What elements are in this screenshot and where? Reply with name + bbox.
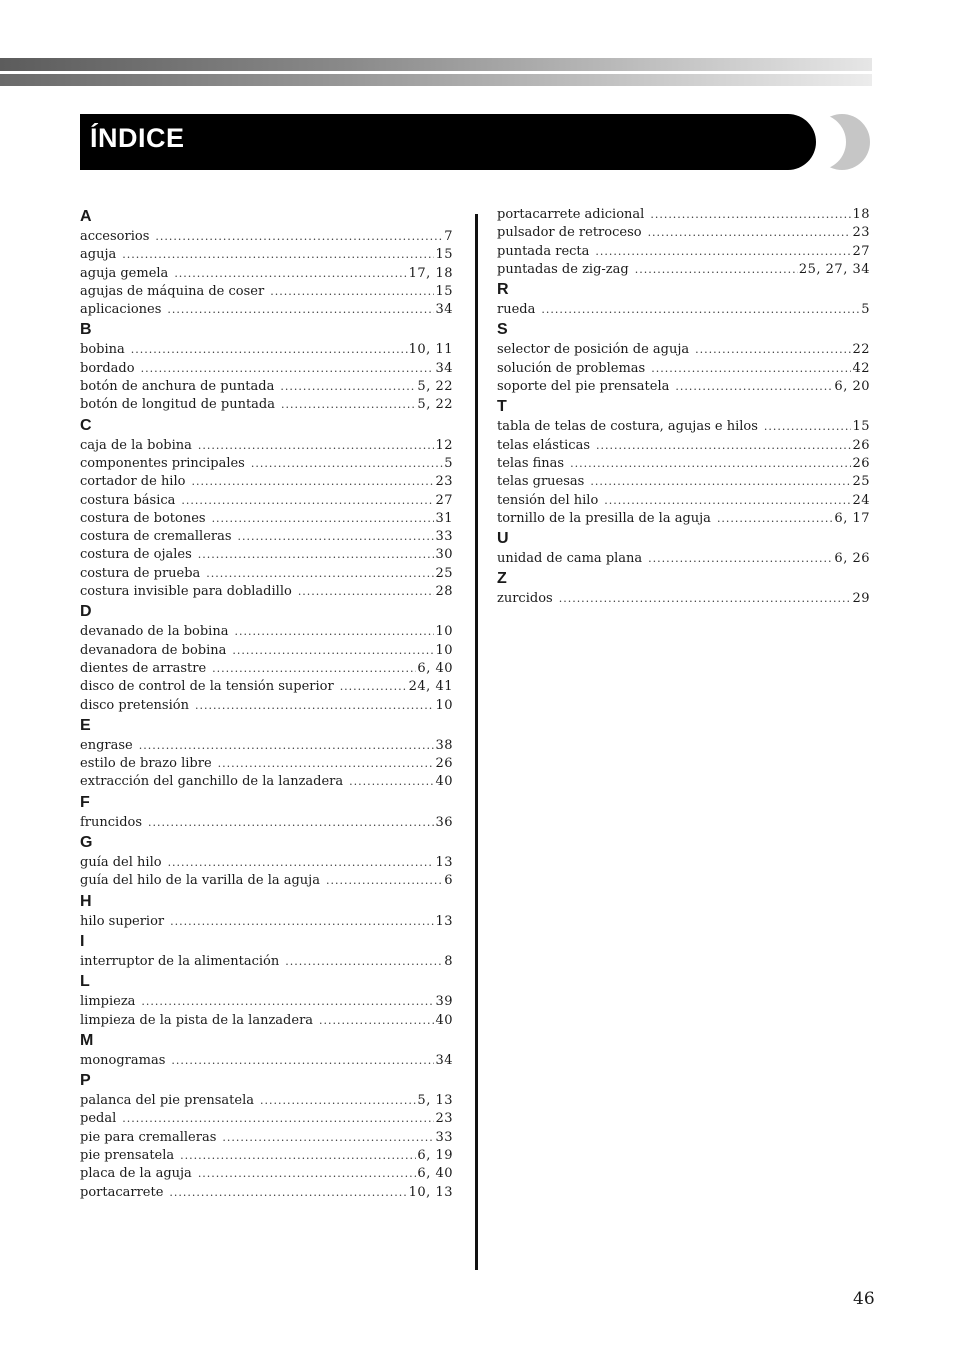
index-entry xyxy=(80,510,453,528)
index-section xyxy=(80,415,453,602)
dot-leader xyxy=(169,1184,407,1202)
entry-term: devanadora de bobina xyxy=(80,642,227,658)
entry-term: monogramas xyxy=(80,1052,166,1068)
index-entry xyxy=(497,590,870,608)
dot-leader xyxy=(251,455,443,473)
dot-leader xyxy=(148,814,434,832)
dot-leader xyxy=(198,437,435,455)
index-entry xyxy=(80,565,453,583)
dot-leader xyxy=(155,228,443,246)
entry-pages: 5, 22 xyxy=(417,379,453,395)
dot-leader xyxy=(191,473,434,491)
dot-leader xyxy=(234,623,434,641)
dot-leader xyxy=(206,565,434,583)
entry-term: costura de botones xyxy=(80,510,206,526)
entry-pages: 10 xyxy=(435,697,453,713)
index-entry xyxy=(80,437,453,455)
entry-pages: 34 xyxy=(435,1052,453,1068)
dot-leader xyxy=(280,378,416,396)
entry-term: costura de cremalleras xyxy=(80,529,232,545)
entry-term: bobina xyxy=(80,342,125,358)
entry-term: guía del hilo xyxy=(80,855,162,871)
entry-term: disco pretensión xyxy=(80,697,189,713)
index-entry xyxy=(80,265,453,283)
index-entry xyxy=(497,492,870,510)
index-entry xyxy=(497,360,870,378)
index-section xyxy=(497,396,870,528)
entry-term: tabla de telas de costura, agujas e hilos xyxy=(497,419,758,435)
entry-pages: 6, 20 xyxy=(834,379,870,395)
entry-term: puntadas de zig-zag xyxy=(497,261,629,277)
entry-term: estilo de brazo libre xyxy=(80,756,212,772)
entry-term: tensión del hilo xyxy=(497,492,599,508)
section-letter: F xyxy=(80,793,90,811)
entry-pages: 6 xyxy=(444,873,453,889)
index-entry xyxy=(80,228,453,246)
section-letter: H xyxy=(80,892,92,910)
index-entry xyxy=(80,341,453,359)
dot-leader xyxy=(232,642,434,660)
index-section xyxy=(80,601,453,714)
index-section xyxy=(497,206,870,279)
dot-leader xyxy=(648,550,833,568)
section-letter: A xyxy=(80,208,92,225)
dot-leader xyxy=(167,301,434,319)
entry-term: fruncidos xyxy=(80,814,143,830)
entry-pages: 42 xyxy=(852,360,870,376)
entry-pages: 5, 22 xyxy=(417,397,453,413)
index-section xyxy=(80,1030,453,1070)
dot-leader xyxy=(648,224,852,242)
entry-pages: 24, 41 xyxy=(408,679,453,695)
index-entry xyxy=(80,1092,453,1110)
dot-leader xyxy=(260,1092,416,1110)
dot-leader xyxy=(141,993,434,1011)
column-divider xyxy=(475,214,478,1270)
entry-pages: 25 xyxy=(852,474,870,490)
section-letter: L xyxy=(80,973,90,991)
index-section xyxy=(80,206,453,319)
entry-term: guía del hilo de la varilla de la aguja xyxy=(80,873,320,889)
entry-term: pie prensatela xyxy=(80,1147,175,1163)
entry-term: extracción del ganchillo de la lanzadera xyxy=(80,774,344,790)
entry-pages: 15 xyxy=(435,247,453,263)
index-section xyxy=(80,931,453,971)
index-entry xyxy=(80,546,453,564)
section-letter: C xyxy=(80,416,92,434)
entry-pages: 6, 19 xyxy=(417,1147,453,1163)
index-section xyxy=(497,319,870,396)
entry-term: puntada recta xyxy=(497,243,590,259)
dot-leader xyxy=(319,1012,434,1030)
section-letter: E xyxy=(80,716,91,734)
entry-pages: 26 xyxy=(435,756,453,772)
section-letter: M xyxy=(80,1031,94,1049)
dot-leader xyxy=(717,510,833,528)
index-column-right xyxy=(497,206,870,609)
entry-pages: 13 xyxy=(435,913,453,929)
entry-pages: 26 xyxy=(852,437,870,453)
index-entry xyxy=(80,773,453,791)
entry-pages: 23 xyxy=(435,1111,453,1127)
index-entry xyxy=(80,814,453,832)
dot-leader xyxy=(340,678,408,696)
entry-pages: 25, 27, 34 xyxy=(798,261,870,277)
entry-pages: 17, 18 xyxy=(408,265,453,281)
dot-leader xyxy=(651,360,851,378)
index-section xyxy=(80,1070,453,1202)
dot-leader xyxy=(171,1052,434,1070)
dot-leader xyxy=(198,546,435,564)
section-letter: I xyxy=(80,932,85,950)
dot-leader xyxy=(131,341,408,359)
index-entry xyxy=(497,437,870,455)
index-entry xyxy=(80,993,453,1011)
index-entry xyxy=(80,455,453,473)
index-entry xyxy=(80,872,453,890)
header-gradient-band-bottom xyxy=(0,74,872,86)
entry-pages: 10, 11 xyxy=(408,342,453,358)
entry-term: telas finas xyxy=(497,455,565,471)
index-entry xyxy=(80,1184,453,1202)
index-section xyxy=(497,568,870,608)
entry-pages: 7 xyxy=(444,229,453,244)
entry-term: aplicaciones xyxy=(80,302,162,318)
dot-leader xyxy=(139,737,435,755)
entry-pages: 10 xyxy=(435,642,453,658)
index-section xyxy=(80,832,453,891)
index-entry xyxy=(80,283,453,301)
page-title: ÍNDICE xyxy=(90,123,185,153)
index-entry xyxy=(80,737,453,755)
dot-leader xyxy=(695,341,851,359)
index-entry xyxy=(80,1052,453,1070)
entry-term: placa de la aguja xyxy=(80,1166,192,1182)
entry-term: pulsador de retroceso xyxy=(497,225,642,241)
section-letter: T xyxy=(497,398,507,416)
dot-leader xyxy=(141,360,435,378)
entry-term: selector de posición de aguja xyxy=(497,342,690,358)
index-entry xyxy=(497,224,870,242)
entry-term: botón de longitud de puntada xyxy=(80,397,275,413)
dot-leader xyxy=(559,590,852,608)
entry-pages: 28 xyxy=(435,584,453,600)
index-entry xyxy=(497,378,870,396)
dot-leader xyxy=(198,1165,417,1183)
entry-pages: 22 xyxy=(852,342,870,358)
dot-leader xyxy=(180,1147,416,1165)
entry-term: costura básica xyxy=(80,492,176,508)
index-entry xyxy=(80,583,453,601)
entry-term: bordado xyxy=(80,360,135,376)
dot-leader xyxy=(635,261,798,279)
dot-leader xyxy=(122,246,434,264)
index-entry xyxy=(497,473,870,491)
dot-leader xyxy=(170,913,434,931)
entry-pages: 23 xyxy=(435,474,453,490)
index-entry xyxy=(497,418,870,436)
entry-pages: 5 xyxy=(861,302,870,318)
dot-leader xyxy=(604,492,851,510)
entry-pages: 15 xyxy=(435,283,453,299)
section-letter: D xyxy=(80,603,92,621)
entry-pages: 24 xyxy=(852,492,870,508)
section-letter: G xyxy=(80,834,93,852)
entry-term: palanca del pie prensatela xyxy=(80,1093,254,1109)
index-entry xyxy=(497,261,870,279)
index-entry xyxy=(80,360,453,378)
entry-term: agujas de máquina de coser xyxy=(80,283,265,299)
index-section xyxy=(497,528,870,568)
entry-pages: 40 xyxy=(435,774,453,790)
entry-pages: 5, 13 xyxy=(417,1093,453,1109)
dot-leader xyxy=(195,697,435,715)
section-letter: P xyxy=(80,1072,91,1090)
index-entry xyxy=(80,301,453,319)
entry-pages: 39 xyxy=(435,994,453,1010)
dot-leader xyxy=(212,510,435,528)
entry-term: pie para cremalleras xyxy=(80,1129,217,1145)
dot-leader xyxy=(298,583,435,601)
header-gradient-band-top xyxy=(0,58,872,71)
index-entry xyxy=(497,455,870,473)
entry-term: hilo superior xyxy=(80,913,165,929)
index-entry xyxy=(80,660,453,678)
dot-leader xyxy=(285,953,443,971)
dot-leader xyxy=(764,418,852,436)
index-entry xyxy=(80,492,453,510)
index-entry xyxy=(80,953,453,971)
dot-leader xyxy=(218,755,435,773)
index-entry xyxy=(80,1110,453,1128)
entry-pages: 12 xyxy=(435,437,453,453)
dot-leader xyxy=(281,396,416,414)
entry-term: devanado de la bobina xyxy=(80,624,229,640)
section-letter: S xyxy=(497,321,508,339)
entry-pages: 6, 17 xyxy=(834,510,870,526)
entry-pages: 6, 40 xyxy=(417,1166,453,1182)
index-section xyxy=(497,279,870,319)
entry-pages: 29 xyxy=(852,591,870,607)
index-section xyxy=(80,891,453,931)
entry-pages: 6, 26 xyxy=(834,551,870,567)
index-entry xyxy=(80,1012,453,1030)
dot-leader xyxy=(168,854,435,872)
dot-leader xyxy=(238,528,435,546)
entry-term: pedal xyxy=(80,1111,117,1127)
entry-pages: 15 xyxy=(852,419,870,435)
entry-term: telas gruesas xyxy=(497,474,585,490)
index-entry xyxy=(80,246,453,264)
entry-term: aguja gemela xyxy=(80,265,169,281)
dot-leader xyxy=(675,378,833,396)
entry-pages: 26 xyxy=(852,455,870,471)
entry-pages: 23 xyxy=(852,225,870,241)
section-letter: B xyxy=(80,321,92,339)
entry-term: unidad de cama plana xyxy=(497,551,643,567)
entry-pages: 36 xyxy=(435,814,453,830)
entry-term: dientes de arrastre xyxy=(80,660,207,676)
index-entry xyxy=(80,678,453,696)
entry-pages: 10, 13 xyxy=(408,1184,453,1200)
entry-term: engrase xyxy=(80,737,133,753)
entry-pages: 31 xyxy=(435,510,453,526)
entry-pages: 10 xyxy=(435,624,453,640)
dot-leader xyxy=(590,473,851,491)
entry-pages: 33 xyxy=(435,529,453,545)
entry-pages: 27 xyxy=(435,492,453,508)
entry-pages: 13 xyxy=(435,855,453,871)
entry-term: soporte del pie prensatela xyxy=(497,379,670,395)
entry-pages: 18 xyxy=(852,207,870,222)
page-number: 46 xyxy=(853,1289,875,1309)
dot-leader xyxy=(596,437,851,455)
index-entry xyxy=(497,301,870,319)
entry-term: aguja xyxy=(80,247,117,263)
dot-leader xyxy=(650,206,851,224)
index-entry xyxy=(80,623,453,641)
entry-pages: 30 xyxy=(435,547,453,563)
entry-term: portacarrete adicional xyxy=(497,207,645,222)
index-entry xyxy=(80,396,453,414)
dot-leader xyxy=(222,1129,434,1147)
dot-leader xyxy=(349,773,434,791)
index-entry xyxy=(497,550,870,568)
entry-term: tornillo de la presilla de la aguja xyxy=(497,510,711,526)
index-section xyxy=(80,319,453,414)
entry-pages: 25 xyxy=(435,565,453,581)
index-entry xyxy=(497,206,870,224)
section-letter: U xyxy=(497,530,509,548)
index-entry xyxy=(80,913,453,931)
index-entry xyxy=(497,341,870,359)
entry-term: disco de control de la tensión superior xyxy=(80,679,334,695)
entry-term: cortador de hilo xyxy=(80,474,186,490)
entry-term: portacarrete xyxy=(80,1184,164,1200)
dot-leader xyxy=(212,660,416,678)
section-letter: R xyxy=(497,281,509,299)
entry-term: rueda xyxy=(497,302,536,318)
dot-leader xyxy=(174,265,407,283)
entry-term: interruptor de la alimentación xyxy=(80,953,280,969)
index-section xyxy=(80,715,453,792)
index-entry xyxy=(80,528,453,546)
index-entry xyxy=(80,1165,453,1183)
dot-leader xyxy=(181,492,434,510)
index-section xyxy=(80,792,453,832)
dot-leader xyxy=(570,455,851,473)
entry-term: telas elásticas xyxy=(497,437,590,453)
section-letter: Z xyxy=(497,570,507,588)
entry-term: solución de problemas xyxy=(497,360,646,376)
entry-term: costura de prueba xyxy=(80,565,201,581)
index-entry xyxy=(497,510,870,528)
entry-term: limpieza de la pista de la lanzadera xyxy=(80,1012,314,1028)
entry-term: caja de la bobina xyxy=(80,437,192,453)
index-section xyxy=(80,971,453,1030)
entry-pages: 38 xyxy=(435,737,453,753)
entry-term: zurcidos xyxy=(497,591,553,607)
index-entry xyxy=(80,854,453,872)
index-entry xyxy=(80,755,453,773)
entry-term: accesorios xyxy=(80,229,150,244)
entry-pages: 40 xyxy=(435,1012,453,1028)
dot-leader xyxy=(595,243,851,261)
entry-pages: 33 xyxy=(435,1129,453,1145)
dot-leader xyxy=(541,301,860,319)
entry-pages: 5 xyxy=(444,455,453,471)
index-entry xyxy=(497,243,870,261)
entry-term: costura invisible para dobladillo xyxy=(80,584,292,600)
entry-term: limpieza xyxy=(80,994,136,1010)
entry-pages: 8 xyxy=(444,953,453,969)
index-column-left xyxy=(80,206,453,1202)
entry-pages: 27 xyxy=(852,243,870,259)
entry-pages: 34 xyxy=(435,360,453,376)
entry-term: componentes principales xyxy=(80,455,245,471)
index-entry xyxy=(80,642,453,660)
entry-term: costura de ojales xyxy=(80,547,192,563)
index-entry xyxy=(80,1129,453,1147)
index-entry xyxy=(80,697,453,715)
index-entry xyxy=(80,378,453,396)
entry-pages: 34 xyxy=(435,302,453,318)
dot-leader xyxy=(270,283,434,301)
entry-pages: 6, 40 xyxy=(417,660,453,676)
title-bar xyxy=(80,114,816,170)
dot-leader xyxy=(122,1110,434,1128)
entry-term: botón de anchura de puntada xyxy=(80,379,275,395)
dot-leader xyxy=(326,872,443,890)
index-entry xyxy=(80,473,453,491)
index-entry xyxy=(80,1147,453,1165)
